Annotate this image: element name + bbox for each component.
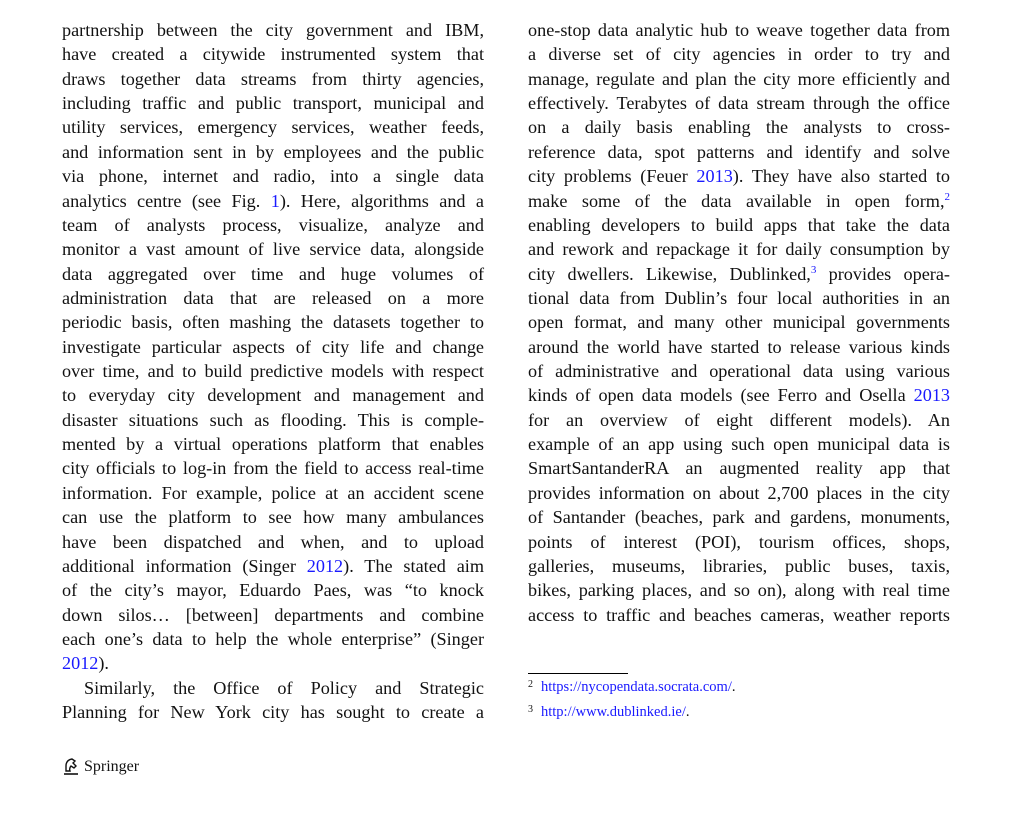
footnote-divider: [528, 673, 628, 674]
text-segment: disaster situations such as flooding. This is comple-: [62, 409, 484, 430]
text-segment: utility services, emergency services, weather feeds,: [62, 117, 484, 138]
text-segment: and rework and repackage it for daily consumption by: [528, 239, 950, 260]
text-segment: down silos… [between] departments and combine: [62, 604, 484, 625]
text-line: [62, 213, 484, 237]
text-line: [62, 383, 484, 407]
text-line: [528, 262, 950, 286]
footnote-punct: .: [685, 704, 690, 720]
text-segment: analytics centre (see Fig.: [62, 190, 271, 211]
text-segment: to everyday city development and management and: [62, 385, 484, 406]
text-segment: via phone, internet and radio, into a single data: [62, 166, 484, 187]
text-segment: on a daily basis enabling the analysts to cross-: [528, 117, 950, 138]
text-line: [62, 505, 484, 529]
text-segment: over time, and to build predictive models with respect: [62, 361, 484, 382]
text-segment: draws together data streams from thirty agencies,: [62, 68, 484, 89]
publisher-logo: [62, 757, 139, 777]
footnote-3: [528, 704, 689, 721]
text-line: [528, 237, 950, 261]
text-line: [62, 310, 484, 334]
footnote-link[interactable]: https://nycopendata.socrata.com/: [541, 679, 732, 695]
citation-link[interactable]: 2012: [306, 555, 344, 576]
text-segment: bikes, parking places, and so on), along with real time: [528, 580, 950, 601]
text-line: [528, 530, 950, 554]
text-line: [62, 554, 484, 578]
text-line: [528, 189, 950, 213]
text-segment: and information sent in by employees and the public: [62, 141, 484, 162]
text-segment: Similarly, the Office of Policy and Strategic: [84, 677, 484, 698]
text-line: [528, 383, 950, 407]
text-line: [62, 140, 484, 164]
text-segment: city problems (Feuer: [528, 166, 697, 187]
footnote-number: 2: [528, 679, 533, 690]
text-line: [528, 42, 950, 66]
text-segment: including traffic and public transport, municipal and: [62, 93, 484, 114]
text-segment: a diverse set of city agencies in order to try and: [528, 44, 950, 65]
text-segment: administration data that are released on a more: [62, 287, 484, 308]
text-line: [62, 456, 484, 480]
text-line: [62, 578, 484, 602]
text-segment: team of analysts process, visualize, analyze and: [62, 214, 484, 235]
citation-link[interactable]: 2013: [696, 166, 733, 187]
text-segment: ). Here, algorithms and a: [279, 190, 484, 211]
text-line: [528, 578, 950, 602]
text-line: [62, 700, 484, 724]
text-line: [528, 18, 950, 42]
text-segment: enabling developers to build apps that take the data: [528, 214, 950, 235]
text-line: [62, 530, 484, 554]
publisher-name: Springer: [84, 758, 140, 775]
text-segment: have been dispatched and when, and to upload: [62, 531, 484, 552]
text-segment: monitor a vast amount of live service data, alongside: [62, 239, 484, 260]
springer-horse-icon: [62, 757, 80, 777]
text-line: [62, 42, 484, 66]
text-line: [528, 335, 950, 359]
text-segment: data aggregated over time and huge volumes of: [62, 263, 484, 284]
footnote-number: 3: [528, 704, 533, 715]
text-line: [62, 91, 484, 115]
text-line: [528, 213, 950, 237]
text-line: [62, 408, 484, 432]
text-segment: ). They have also started to: [732, 166, 950, 187]
text-segment: make some of the data available in open form,: [528, 190, 945, 211]
text-line: [528, 140, 950, 164]
text-line: [62, 262, 484, 286]
text-line: [62, 359, 484, 383]
text-line: [528, 432, 950, 456]
text-line: [62, 627, 484, 651]
text-line: [62, 335, 484, 359]
text-segment: provides opera-: [816, 263, 950, 284]
text-segment: one-stop data analytic hub to weave together data from: [528, 20, 950, 40]
text-segment: partnership between the city government and IBM,: [62, 20, 484, 40]
footnote-link[interactable]: http://www.dublinked.ie/: [541, 704, 686, 720]
text-line: [62, 432, 484, 456]
text-line: [528, 359, 950, 383]
text-segment: galleries, museums, libraries, public buses, taxis,: [528, 555, 950, 576]
text-segment: access to traffic and beaches cameras, weather reports: [528, 604, 950, 625]
text-segment: manage, regulate and plan the city more efficiently and: [528, 68, 950, 89]
text-line: [528, 603, 950, 627]
text-line: [528, 456, 950, 480]
citation-link[interactable]: 2: [944, 190, 950, 203]
text-segment: reference data, spot patterns and identify and solve: [528, 141, 950, 162]
text-segment: periodic basis, often mashing the datasets together to: [62, 312, 484, 333]
text-line: [528, 286, 950, 310]
text-segment: tional data from Dublin’s four local authorities in an: [528, 287, 950, 308]
text-segment: around the world have started to release various kinds: [528, 336, 950, 357]
footnote-punct: .: [731, 679, 736, 695]
text-line: [528, 115, 950, 139]
text-segment: city officials to log-in from the field to access real-time: [62, 458, 484, 479]
text-line: [62, 481, 484, 505]
citation-link[interactable]: 2013: [913, 385, 950, 406]
text-line: [528, 481, 950, 505]
text-line: [528, 164, 950, 188]
text-segment: ).: [98, 653, 109, 674]
text-segment: each one’s data to help the whole enterprise” (Singer: [62, 628, 484, 649]
text-line: [62, 18, 484, 42]
text-segment: of the city’s mayor, Eduardo Paes, was “to knock: [62, 580, 484, 601]
text-line: [62, 189, 484, 213]
text-segment: information. For example, police at an accident scene: [62, 482, 484, 503]
text-line: [62, 237, 484, 261]
text-segment: additional information (Singer: [62, 555, 307, 576]
citation-link[interactable]: 1: [270, 190, 280, 211]
text-segment: city dwellers. Likewise, Dublinked,: [528, 263, 811, 284]
text-segment: investigate particular aspects of city life and change: [62, 336, 484, 357]
text-line: [528, 505, 950, 529]
text-segment: mented by a virtual operations platform that enables: [62, 434, 484, 455]
text-segment: provides information on about 2,700 places in the city: [528, 482, 950, 503]
text-segment: Planning for New York city has sought to create a: [62, 702, 484, 723]
text-segment: effectively. Terabytes of data stream through the office: [528, 93, 950, 114]
text-segment: can use the platform to see how many ambulances: [62, 507, 484, 528]
text-segment: for an overview of eight different models). An: [528, 409, 950, 430]
text-segment: example of an app using such open municipal data is: [528, 434, 950, 455]
text-line: [528, 554, 950, 578]
text-line: [62, 676, 484, 700]
text-segment: of administrative and operational data using various: [528, 361, 950, 382]
text-line: [528, 91, 950, 115]
text-segment: SmartSantanderRA an augmented reality app that: [528, 458, 950, 479]
text-segment: of Santander (beaches, park and gardens, monuments,: [528, 507, 950, 528]
text-line: [62, 603, 484, 627]
text-line: [62, 164, 484, 188]
right-column: [528, 18, 950, 627]
text-line: [62, 651, 484, 675]
text-line: [62, 286, 484, 310]
text-line: [528, 408, 950, 432]
citation-link[interactable]: 3: [810, 263, 817, 276]
left-column: [62, 18, 484, 724]
text-line: [528, 67, 950, 91]
text-segment: ). The stated aim: [343, 555, 485, 576]
citation-link[interactable]: 2012: [62, 653, 99, 674]
text-segment: have created a citywide instrumented system that: [62, 44, 484, 65]
text-line: [62, 115, 484, 139]
text-segment: open format, and many other municipal governments: [528, 312, 950, 333]
text-line: [62, 67, 484, 91]
text-segment: points of interest (POI), tourism offices, shops,: [528, 531, 950, 552]
text-segment: kinds of open data models (see Ferro and Osella: [528, 385, 914, 406]
footnote-2: [528, 679, 735, 696]
text-line: [528, 310, 950, 334]
